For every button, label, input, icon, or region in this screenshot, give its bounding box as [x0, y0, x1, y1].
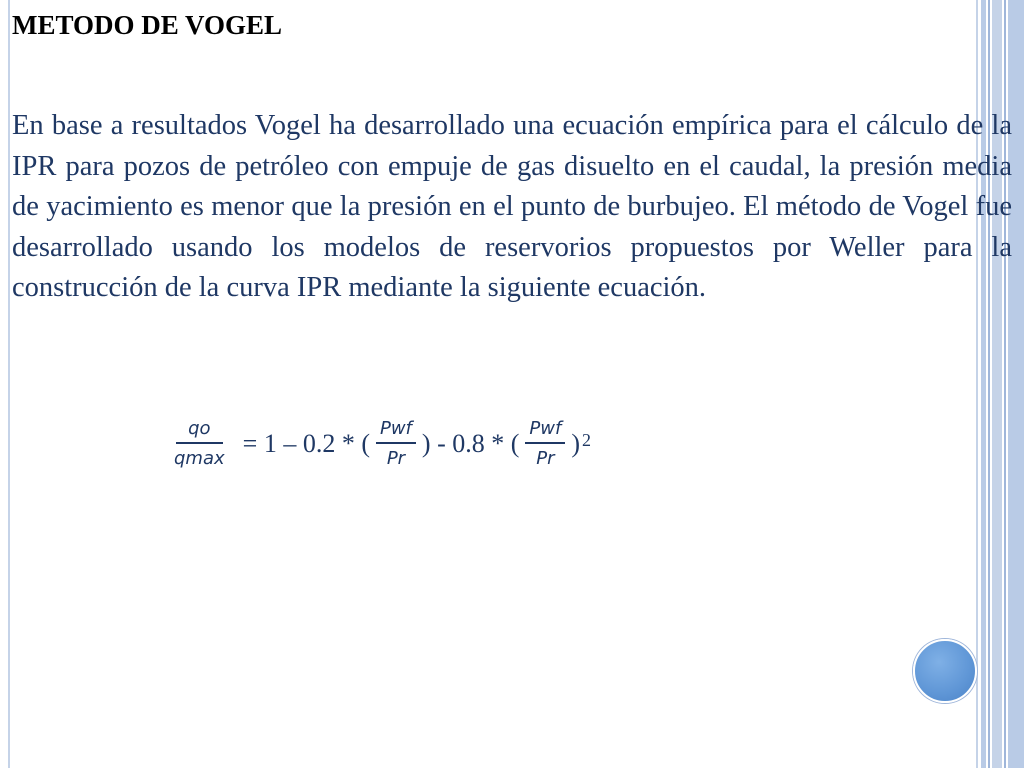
- pwf-pr-fraction-2: [525, 418, 565, 470]
- slide-paragraph: En base a resultados Vogel ha desarrollado una ecuación empírica para el cálculo de la IPR para pozos de petróleo con empuje de gas disuelto en el caudal, la presión media de yacimiento es menor que la presión en el punto de burbujeo. El método de Vogel fue desarrollado usando los modelos de reservorios propuestos por Weller para la construcción de la curva IPR mediante la siguiente ecuación.: [12, 110, 1012, 304]
- equation-exponent: 2: [581, 429, 591, 450]
- equation-part-1: = 1 – 0.2 * (: [242, 429, 370, 458]
- vogel-equation: [158, 418, 591, 470]
- lhs-fraction: [162, 418, 237, 470]
- equation-part-3: ): [571, 429, 580, 458]
- slide-title: METODO DE VOGEL: [12, 10, 283, 40]
- lhs-numerator: qo: [176, 418, 222, 444]
- fraction-2-numerator: Pwf: [525, 418, 565, 444]
- fraction-2-denominator: Pr: [536, 448, 555, 469]
- decorative-circle: [913, 639, 977, 703]
- lhs-denominator: qmax: [174, 448, 225, 469]
- equation-part-2: ) - 0.8 * (: [421, 429, 520, 458]
- fraction-1-numerator: Pwf: [376, 418, 416, 444]
- fraction-1-denominator: Pr: [386, 448, 406, 469]
- pwf-pr-fraction-1: [376, 418, 416, 470]
- left-border-rule: [0, 0, 12, 768]
